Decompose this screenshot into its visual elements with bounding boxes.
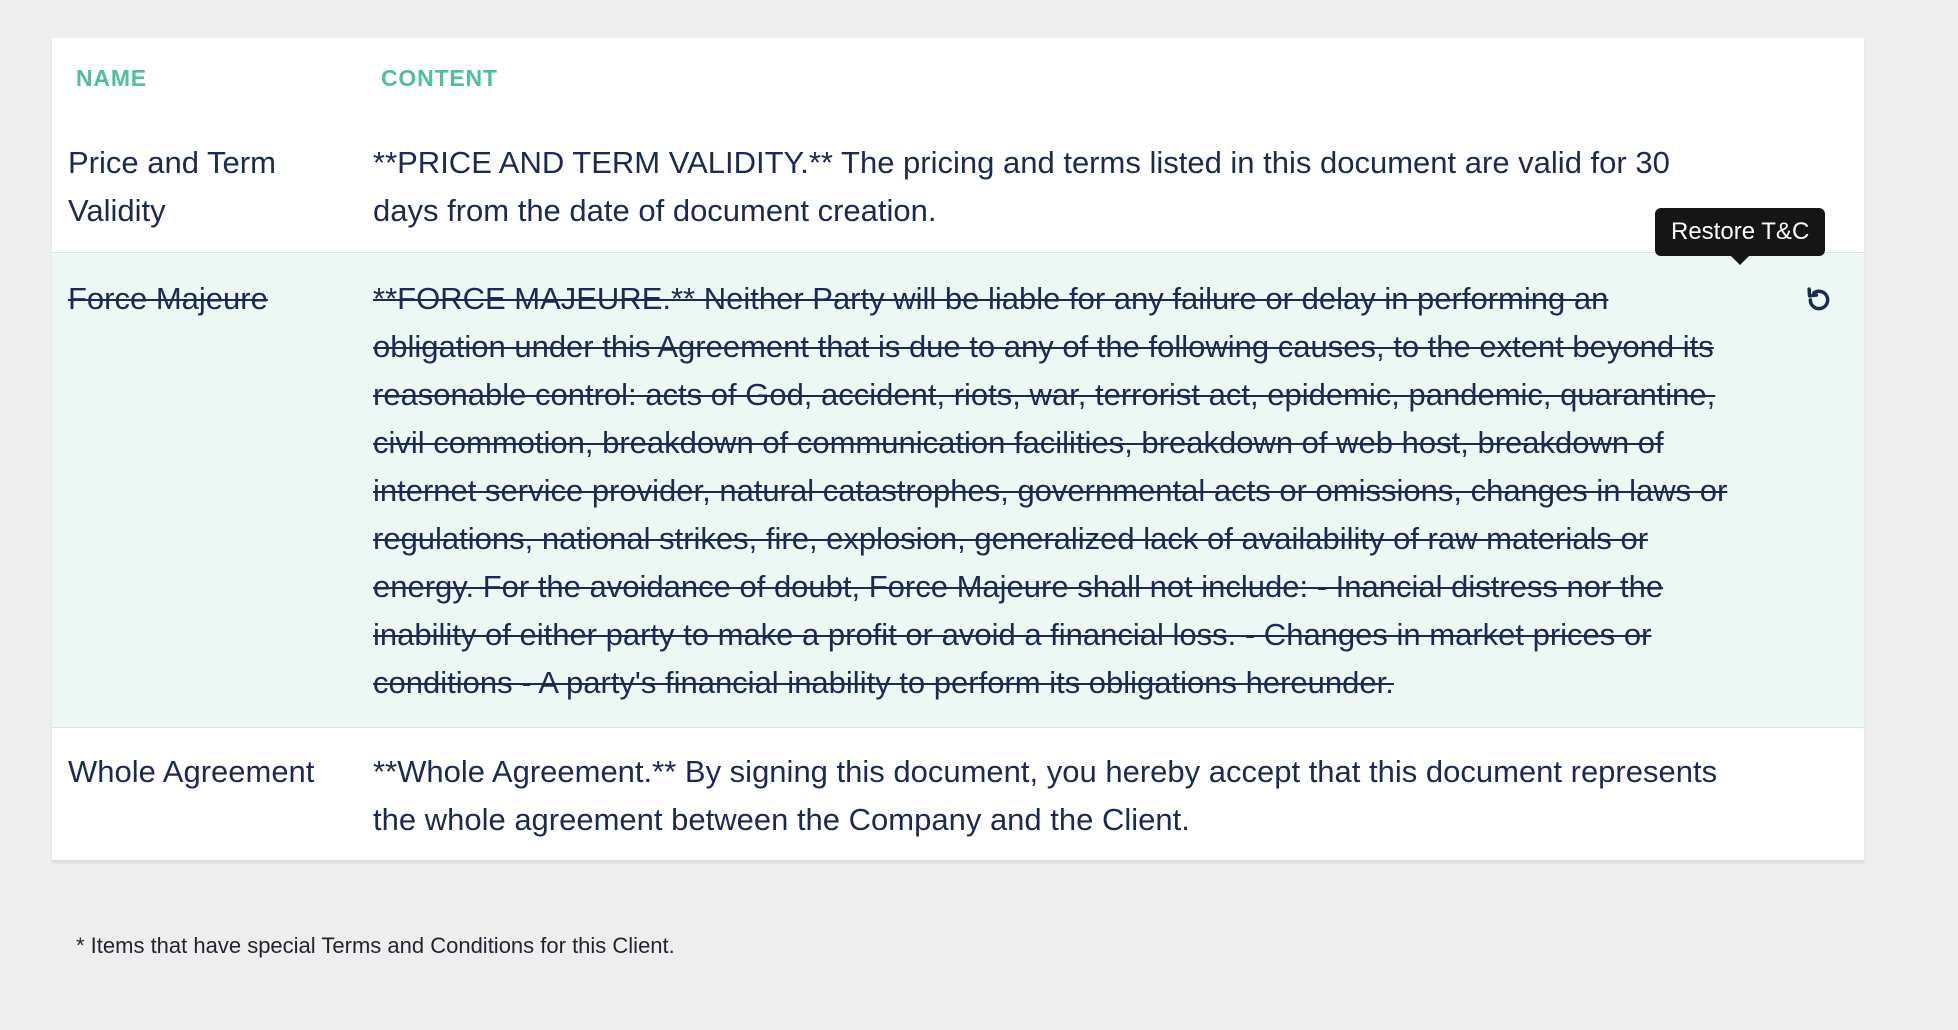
table-row (52, 118, 1864, 253)
footnote: * Items that have special Terms and Conditions for this Client. (76, 933, 675, 958)
table-row (52, 728, 1864, 862)
term-content: **PRICE AND TERM VALIDITY.** The pricing and terms listed in this document are valid for 30 days from the date of document creation. (373, 145, 1670, 228)
term-name: Force Majeure (52, 253, 355, 728)
column-header-name[interactable]: NAME (76, 64, 147, 91)
column-header-actions (1750, 38, 1864, 118)
restore-button[interactable] (1800, 281, 1838, 319)
restore-icon (1803, 284, 1835, 316)
row-actions (1750, 728, 1864, 862)
term-content: **FORCE MAJEURE.** Neither Party will be liable for any failure or delay in performing an obligation under this Agreement that is due to any of the following causes, to the extent beyond its reasonable control: acts of God, accident, riots, war, terrorist act, epidemic, pandemic, quarantine, civil commotion, breakdown of communication facilities, breakdown of web host, breakdown of internet service provider, natural catastrophes, governmental acts or omissions, changes in laws or regulations, national strikes, fire, explosion, generalized lack of availability of raw materials or energy. For the avoidance of doubt, Force Majeure shall not include: - Inancial distress nor the inability of either party to make a profit or avoid a financial loss. - Changes in market prices or conditions - A party's financial inability to perform its obligations hereunder. (355, 253, 1750, 728)
term-name: Whole Agreement (52, 728, 355, 862)
tooltip-arrow (1730, 255, 1750, 265)
row-actions (1750, 253, 1864, 728)
term-content: **Whole Agreement.** By signing this document, you hereby accept that this document represents the whole agreement between the Company and the Client. (355, 728, 1750, 862)
term-name: Price and Term Validity (68, 145, 276, 228)
table-header-row (52, 38, 1864, 118)
column-header-content[interactable]: CONTENT (381, 64, 498, 91)
terms-table (52, 38, 1864, 862)
terms-table-card (52, 38, 1864, 862)
table-row-removed (52, 253, 1864, 728)
restore-tooltip (1655, 208, 1825, 256)
tooltip-label: Restore T&C (1671, 218, 1810, 245)
